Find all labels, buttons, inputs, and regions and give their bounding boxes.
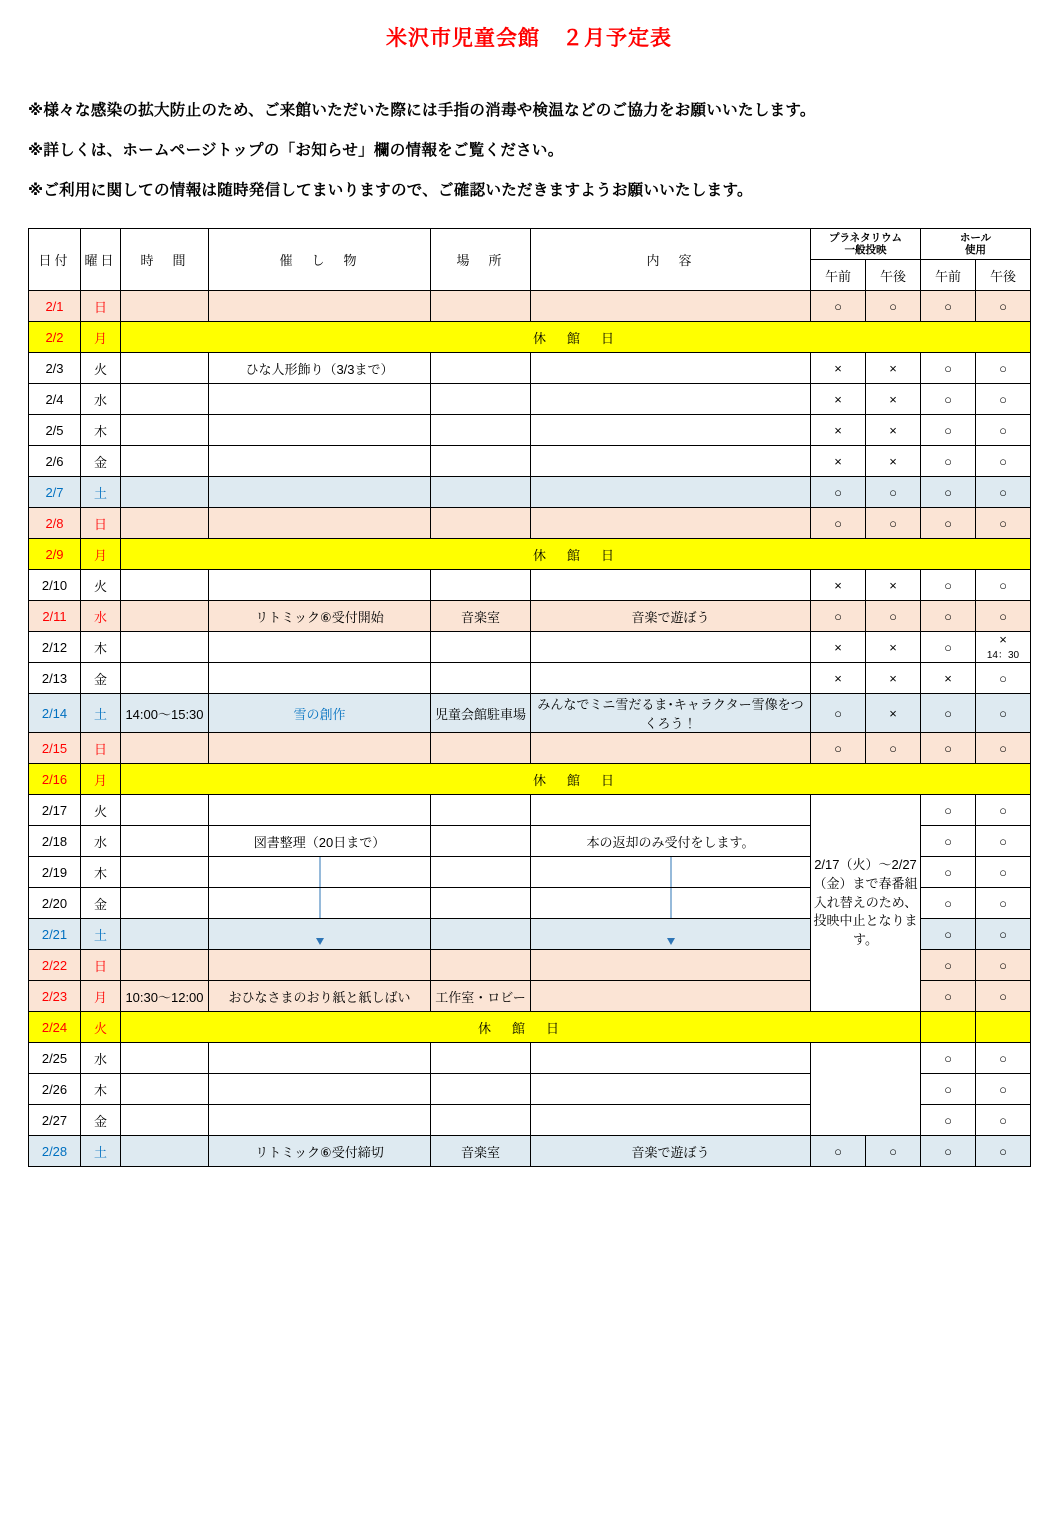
cell-date: 2/22 xyxy=(29,950,81,981)
cell-time xyxy=(121,663,209,694)
arrow-line xyxy=(670,857,671,887)
cell-hall-pm: ○ xyxy=(976,1105,1031,1136)
cell-place xyxy=(431,826,531,857)
cell-place xyxy=(431,919,531,950)
cell-planetarium-pm: × xyxy=(866,353,921,384)
cell-planetarium-pm: × xyxy=(866,570,921,601)
cell-hall-pm: ○ xyxy=(976,1074,1031,1105)
cell-planetarium-note: 2/17（火）～2/27（金）まで春番組入れ替えのため、投映中止となります。 xyxy=(811,795,921,1012)
cell-hall-am: ○ xyxy=(921,1074,976,1105)
cell-dow: 土 xyxy=(81,694,121,733)
cell-hall-am: ○ xyxy=(921,601,976,632)
cell-dow: 土 xyxy=(81,1136,121,1167)
cell-planetarium-am: × xyxy=(811,570,866,601)
cell-place: 音楽室 xyxy=(431,1136,531,1167)
cell-dow: 木 xyxy=(81,415,121,446)
cell-event xyxy=(209,1105,431,1136)
cell-time: 10:30～12:00 xyxy=(121,981,209,1012)
cell-hall-am: ○ xyxy=(921,291,976,322)
cell-dow: 火 xyxy=(81,570,121,601)
cell-dow: 月 xyxy=(81,764,121,795)
table-row xyxy=(29,539,1031,570)
cell-date: 2/15 xyxy=(29,733,81,764)
col-header-planetarium-pm: 午後 xyxy=(866,260,921,291)
cell-desc xyxy=(531,950,811,981)
cell-place xyxy=(431,663,531,694)
cell-hall-am: ○ xyxy=(921,477,976,508)
table-row xyxy=(29,446,1031,477)
cell-event xyxy=(209,733,431,764)
cell-place: 工作室・ロビー xyxy=(431,981,531,1012)
cell-hall-am: ○ xyxy=(921,694,976,733)
cell-date: 2/5 xyxy=(29,415,81,446)
cell-desc xyxy=(531,857,811,888)
cell-closed-label: 休 館 日 xyxy=(121,764,1031,795)
cell-date: 2/16 xyxy=(29,764,81,795)
cell-dow: 金 xyxy=(81,663,121,694)
cell-place xyxy=(431,1043,531,1074)
table-row xyxy=(29,1043,1031,1074)
cell-event: 図書整理（20日まで） xyxy=(209,826,431,857)
cell-dow: 水 xyxy=(81,826,121,857)
cell-time xyxy=(121,415,209,446)
cell-hall-am: ○ xyxy=(921,1043,976,1074)
cell-hall-pm: ○ xyxy=(976,508,1031,539)
cell-desc: 音楽で遊ぼう xyxy=(531,601,811,632)
cell-time xyxy=(121,632,209,663)
cell-hall-pm: ○ xyxy=(976,415,1031,446)
arrow-line xyxy=(319,888,320,918)
cell-date: 2/9 xyxy=(29,539,81,570)
note-line: ※詳しくは、ホームページトップの「お知らせ」欄の情報をご覧ください。 xyxy=(28,142,564,159)
cell-event: リトミック⑥受付締切 xyxy=(209,1136,431,1167)
cell-date: 2/4 xyxy=(29,384,81,415)
cell-dow: 火 xyxy=(81,1012,121,1043)
arrow-line xyxy=(670,888,671,918)
col-header-hall: ホール 使用 xyxy=(921,229,1031,260)
cell-dow: 木 xyxy=(81,857,121,888)
cell-event xyxy=(209,1043,431,1074)
table-row xyxy=(29,1012,1031,1043)
cell-place xyxy=(431,570,531,601)
cell-desc xyxy=(531,733,811,764)
cell-dow: 金 xyxy=(81,1105,121,1136)
cell-hall-am: ○ xyxy=(921,981,976,1012)
cell-date: 2/24 xyxy=(29,1012,81,1043)
cell-planetarium-pm: × xyxy=(866,632,921,663)
cell-place xyxy=(431,384,531,415)
table-header-row xyxy=(29,229,1031,260)
cell-desc xyxy=(531,415,811,446)
cell-hall-pm: ○ xyxy=(976,795,1031,826)
cell-dow: 金 xyxy=(81,888,121,919)
cell-desc: 音楽で遊ぼう xyxy=(531,1136,811,1167)
cell-planetarium-am: ○ xyxy=(811,508,866,539)
cell-desc xyxy=(531,291,811,322)
cell-planetarium-pm: ○ xyxy=(866,291,921,322)
cell-hall-pm: ○ xyxy=(976,601,1031,632)
cell-closed-label: 休 館 日 xyxy=(121,1012,921,1043)
cell-hall-pm: ○ xyxy=(976,291,1031,322)
cell-hall-pm: ○ xyxy=(976,981,1031,1012)
cell-place: 音楽室 xyxy=(431,601,531,632)
cell-planetarium-am: × xyxy=(811,353,866,384)
note-line: ※ご利用に関しての情報は随時発信してまいりますので、ご確認いただきますようお願いいたします。 xyxy=(28,182,753,199)
cell-planetarium-am: × xyxy=(811,446,866,477)
cell-event xyxy=(209,632,431,663)
table-row xyxy=(29,384,1031,415)
col-header-planetarium-am: 午前 xyxy=(811,260,866,291)
cell-hall-pm: ○ xyxy=(976,353,1031,384)
cell-desc xyxy=(531,888,811,919)
cell-event xyxy=(209,663,431,694)
cell-date: 2/17 xyxy=(29,795,81,826)
cell-closed-label: 休 館 日 xyxy=(121,539,1031,570)
cell-time xyxy=(121,950,209,981)
cell-time xyxy=(121,446,209,477)
cell-event: ひな人形飾り（3/3まで） xyxy=(209,353,431,384)
cell-dow: 木 xyxy=(81,632,121,663)
cell-date: 2/27 xyxy=(29,1105,81,1136)
cell-planetarium-pm: × xyxy=(866,384,921,415)
cell-hall-pm: ○ xyxy=(976,694,1031,733)
cell-event xyxy=(209,508,431,539)
cell-date: 2/3 xyxy=(29,353,81,384)
cell-hall-pm: ○ xyxy=(976,1136,1031,1167)
schedule-body xyxy=(29,229,1031,1167)
cell-place xyxy=(431,415,531,446)
cell-planetarium-pm: ○ xyxy=(866,508,921,539)
cell-time xyxy=(121,477,209,508)
cell-desc xyxy=(531,663,811,694)
cell-time xyxy=(121,353,209,384)
cell-time xyxy=(121,291,209,322)
cell-event xyxy=(209,857,431,888)
cell-place: 児童会館駐車場 xyxy=(431,694,531,733)
cell-date: 2/12 xyxy=(29,632,81,663)
table-row xyxy=(29,353,1031,384)
cell-desc xyxy=(531,384,811,415)
cell-place xyxy=(431,477,531,508)
cell-time xyxy=(121,384,209,415)
cell-dow: 日 xyxy=(81,950,121,981)
cell-dow: 月 xyxy=(81,539,121,570)
cell-event xyxy=(209,415,431,446)
cell-closed-label: 休 館 日 xyxy=(121,322,1031,353)
cell-time: 14:00～15:30 xyxy=(121,694,209,733)
cell-hall-am: ○ xyxy=(921,1136,976,1167)
cell-planetarium-am: ○ xyxy=(811,291,866,322)
cell-hall-am: ○ xyxy=(921,919,976,950)
table-row xyxy=(29,663,1031,694)
cell-event xyxy=(209,570,431,601)
cell-place xyxy=(431,353,531,384)
cell-date: 2/14 xyxy=(29,694,81,733)
notes-block xyxy=(28,98,1030,200)
table-row xyxy=(29,570,1031,601)
cell-hall-am: × xyxy=(921,663,976,694)
cell-event xyxy=(209,446,431,477)
cell-time xyxy=(121,508,209,539)
cell-desc xyxy=(531,477,811,508)
cell-place xyxy=(431,1074,531,1105)
cell-date: 2/8 xyxy=(29,508,81,539)
cell-planetarium-pm: ○ xyxy=(866,733,921,764)
cell-event xyxy=(209,477,431,508)
cell-event xyxy=(209,384,431,415)
cell-place xyxy=(431,950,531,981)
cell-time xyxy=(121,1136,209,1167)
cell-hall-pm: ○ xyxy=(976,733,1031,764)
cell-time xyxy=(121,888,209,919)
cell-desc xyxy=(531,1074,811,1105)
table-row xyxy=(29,477,1031,508)
cell-dow: 金 xyxy=(81,446,121,477)
col-header-event: 催 し 物 xyxy=(209,229,431,291)
cell-planetarium-note-cont xyxy=(811,1043,921,1136)
cell-date: 2/6 xyxy=(29,446,81,477)
arrow-down-icon xyxy=(667,938,675,945)
cell-hall-pm: ○ xyxy=(976,570,1031,601)
col-header-dow: 曜日 xyxy=(81,229,121,291)
cell-hall-pm: ○ xyxy=(976,477,1031,508)
cell-event xyxy=(209,795,431,826)
cell-place xyxy=(431,291,531,322)
col-header-hall-pm: 午後 xyxy=(976,260,1031,291)
cell-event: 雪の創作 xyxy=(209,694,431,733)
col-header-place: 場 所 xyxy=(431,229,531,291)
cell-desc xyxy=(531,1043,811,1074)
cell-dow: 木 xyxy=(81,1074,121,1105)
cell-desc: みんなでミニ雪だるま･キャラクター雪像をつくろう！ xyxy=(531,694,811,733)
cell-event xyxy=(209,950,431,981)
arrow-down-icon xyxy=(316,938,324,945)
note-line: ※様々な感染の拡大防止のため、ご来館いただいた際には手指の消毒や検温などのご協力をお願いいたします。 xyxy=(28,102,816,119)
cell-desc xyxy=(531,570,811,601)
cell-dow: 土 xyxy=(81,919,121,950)
cell-place xyxy=(431,733,531,764)
cell-dow: 火 xyxy=(81,353,121,384)
cell-dow: 水 xyxy=(81,384,121,415)
arrow-line xyxy=(319,857,320,887)
col-header-hall-am: 午前 xyxy=(921,260,976,291)
cell-date: 2/2 xyxy=(29,322,81,353)
cell-hall-am: ○ xyxy=(921,857,976,888)
cell-planetarium-am: ○ xyxy=(811,1136,866,1167)
cell-time xyxy=(121,919,209,950)
cell-date: 2/13 xyxy=(29,663,81,694)
cell-planetarium-pm: ○ xyxy=(866,1136,921,1167)
cell-date: 2/26 xyxy=(29,1074,81,1105)
cell-planetarium-pm: × xyxy=(866,415,921,446)
cell-date: 2/21 xyxy=(29,919,81,950)
cell-dow: 月 xyxy=(81,981,121,1012)
cell-date: 2/11 xyxy=(29,601,81,632)
cell-date: 2/25 xyxy=(29,1043,81,1074)
cell-desc xyxy=(531,981,811,1012)
cell-hall-am: ○ xyxy=(921,795,976,826)
cell-dow: 火 xyxy=(81,795,121,826)
cell-date: 2/18 xyxy=(29,826,81,857)
cell-planetarium-am: × xyxy=(811,632,866,663)
cell-event xyxy=(209,1074,431,1105)
cell-hall-am: ○ xyxy=(921,826,976,857)
cell-dow: 日 xyxy=(81,733,121,764)
cell-time xyxy=(121,826,209,857)
cell-hall-pm: ○ xyxy=(976,1043,1031,1074)
cell-place xyxy=(431,446,531,477)
cell-planetarium-pm xyxy=(976,1012,1031,1043)
cell-hall-am: ○ xyxy=(921,888,976,919)
table-row xyxy=(29,508,1031,539)
cell-planetarium-am: ○ xyxy=(811,694,866,733)
schedule-table xyxy=(28,228,1031,1167)
cell-time xyxy=(121,795,209,826)
cell-date: 2/7 xyxy=(29,477,81,508)
cell-desc xyxy=(531,1105,811,1136)
cell-desc: 本の返却のみ受付をします。 xyxy=(531,826,811,857)
cell-place xyxy=(431,888,531,919)
cell-date: 2/1 xyxy=(29,291,81,322)
table-row xyxy=(29,322,1031,353)
cell-planetarium-am: ○ xyxy=(811,601,866,632)
cell-event xyxy=(209,888,431,919)
cell-hall-pm: ○ xyxy=(976,950,1031,981)
col-header-time: 時 間 xyxy=(121,229,209,291)
cell-desc xyxy=(531,919,811,950)
table-row xyxy=(29,764,1031,795)
cell-desc xyxy=(531,353,811,384)
cell-planetarium-pm: × xyxy=(866,663,921,694)
cell-time xyxy=(121,1074,209,1105)
cell-dow: 水 xyxy=(81,1043,121,1074)
cell-time xyxy=(121,857,209,888)
cell-planetarium-pm: ○ xyxy=(866,601,921,632)
table-row xyxy=(29,601,1031,632)
cell-date: 2/20 xyxy=(29,888,81,919)
cell-time xyxy=(121,570,209,601)
cell-time xyxy=(121,733,209,764)
page-title: 米沢市児童会館 ２月予定表 xyxy=(386,27,672,50)
cell-dow: 日 xyxy=(81,291,121,322)
cell-date: 2/19 xyxy=(29,857,81,888)
col-header-planetarium: プラネタリウム 一般投映 xyxy=(811,229,921,260)
cell-time xyxy=(121,1105,209,1136)
cell-time xyxy=(121,601,209,632)
cell-planetarium-pm: × xyxy=(866,694,921,733)
cell-date: 2/28 xyxy=(29,1136,81,1167)
cell-desc xyxy=(531,508,811,539)
cell-planetarium-am: × xyxy=(811,415,866,446)
cell-dow: 月 xyxy=(81,322,121,353)
cell-hall-pm: ○ xyxy=(976,663,1031,694)
cell-dow: 水 xyxy=(81,601,121,632)
cell-desc xyxy=(531,632,811,663)
cell-place xyxy=(431,795,531,826)
cell-planetarium-am: ○ xyxy=(811,477,866,508)
cell-place xyxy=(431,857,531,888)
cell-hall-pm: ○ xyxy=(976,446,1031,477)
cell-hall-am: ○ xyxy=(921,733,976,764)
cell-planetarium-am: ○ xyxy=(811,733,866,764)
cell-hall-am: ○ xyxy=(921,415,976,446)
table-row xyxy=(29,733,1031,764)
col-header-desc: 内 容 xyxy=(531,229,811,291)
cell-hall-am: ○ xyxy=(921,353,976,384)
cell-hall-pm: ○ xyxy=(976,919,1031,950)
table-row xyxy=(29,415,1031,446)
cell-dow: 日 xyxy=(81,508,121,539)
table-row xyxy=(29,795,1031,826)
cell-place xyxy=(431,508,531,539)
cell-planetarium-am: × xyxy=(811,384,866,415)
cell-planetarium-pm: ○ xyxy=(866,477,921,508)
cell-hall-am: ○ xyxy=(921,950,976,981)
cell-event: リトミック⑥受付開始 xyxy=(209,601,431,632)
table-row xyxy=(29,632,1031,663)
cell-event xyxy=(209,919,431,950)
cell-hall-am: ○ xyxy=(921,1105,976,1136)
schedule-page xyxy=(0,22,1058,1518)
table-row xyxy=(29,1136,1031,1167)
cell-hall-am: ○ xyxy=(921,570,976,601)
cell-hall-pm: ○ xyxy=(976,384,1031,415)
cell-place xyxy=(431,1105,531,1136)
table-row xyxy=(29,694,1031,733)
cell-desc xyxy=(531,446,811,477)
cell-dow: 土 xyxy=(81,477,121,508)
cell-date: 2/10 xyxy=(29,570,81,601)
cell-hall-am: ○ xyxy=(921,384,976,415)
cell-hall-pm: × 14：30 xyxy=(976,632,1031,663)
cell-event: おひなさまのおり紙と紙しばい xyxy=(209,981,431,1012)
table-row xyxy=(29,291,1031,322)
cell-hall-am: ○ xyxy=(921,632,976,663)
col-header-date: 日付 xyxy=(29,229,81,291)
cell-planetarium-am xyxy=(921,1012,976,1043)
cell-hall-am: ○ xyxy=(921,508,976,539)
cell-hall-am: ○ xyxy=(921,446,976,477)
cell-desc xyxy=(531,795,811,826)
cell-time xyxy=(121,1043,209,1074)
cell-place xyxy=(431,632,531,663)
cell-date: 2/23 xyxy=(29,981,81,1012)
cell-planetarium-pm: × xyxy=(866,446,921,477)
cell-hall-pm: ○ xyxy=(976,826,1031,857)
cell-hall-pm: ○ xyxy=(976,888,1031,919)
cell-hall-pm: ○ xyxy=(976,857,1031,888)
cell-event xyxy=(209,291,431,322)
cell-planetarium-am: × xyxy=(811,663,866,694)
